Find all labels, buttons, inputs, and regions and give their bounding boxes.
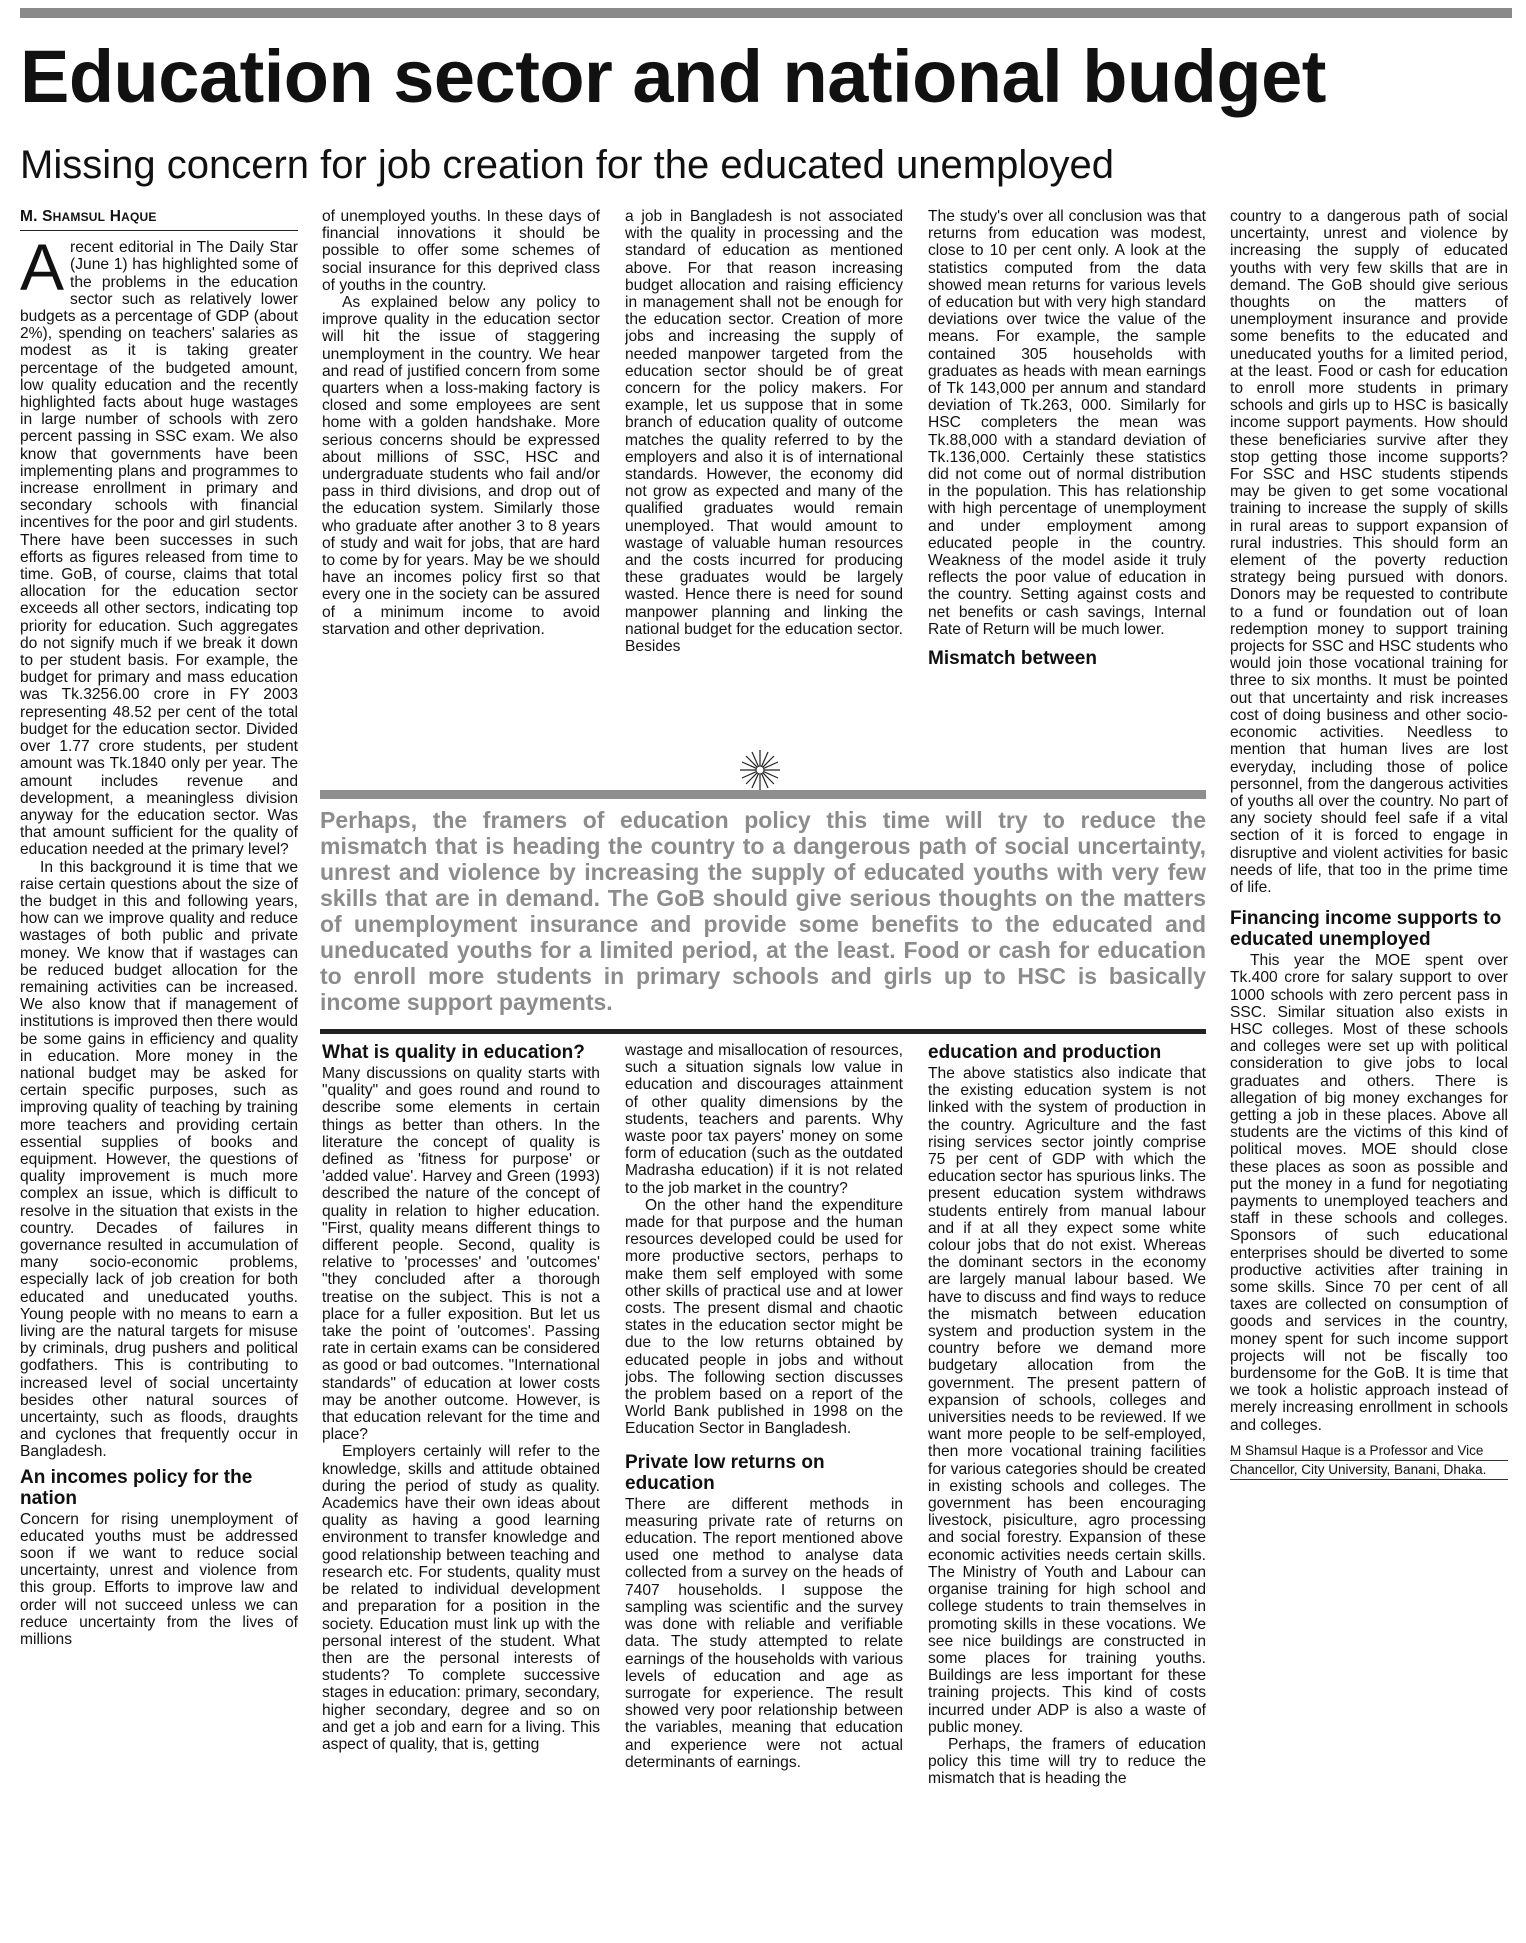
star-ornament-icon	[738, 748, 782, 792]
col2-paragraph-1: of unemployed youths. In these days of financial innovations it should be possible to offer some schemes of social insurance for this deprived class of youths in the country.	[322, 208, 600, 294]
col2-paragraph-4: Employers certainly will refer to the knowledge, skills and attitude obtained during the period of study as quality. Academics have their own ideas about quality as having a good learning environment to transfer knowledge and good relationship between teaching and research etc. For students, quality must be related to individual development and preparation for a position in the society. Education must link up with the personal interest of the student. What then are the personal interests of students? To complete successive stages in education: primary, secondary, higher secondary, degree and so on and get a job and earn for a living. This aspect of quality, that is, getting	[322, 1443, 600, 1753]
column-3-bottom	[625, 1042, 903, 1938]
column-2-top	[322, 208, 600, 748]
pull-quote-text: Perhaps, the framers of education policy this time will try to reduce the mismatch that is heading the country to a dangerous path of social uncertainty, unrest and violence by increasing the supply of educated youths with very few skills that are in demand. The GoB should give serious thoughts on the matters of unemployment insurance and provide some benefits to the educated and uneducated youths for a limited period, at the least. Food or cash for education to enroll more students in primary schools and girls up to HSC is basically income support payments.	[320, 807, 1206, 1015]
section-heading-private-returns: Private low returns on education	[625, 1451, 825, 1494]
col3-paragraph-3: On the other hand the expenditure made for that purpose and the human resources developed could be used for more productive sectors, perhaps to make them self employed with some other skills of practical use and at lower costs. The present dismal and chaotic states in the education sector might be due to the low returns obtained by educated people in jobs and without jobs. The following section discusses the problem based on a report of the World Bank published in 1998 on the Education Sector in Bangladesh.	[625, 1196, 903, 1438]
col1-paragraph-1: Arecent editorial in The Daily Star (June 1) has highlighted some of the problems in the education sector such as relatively lower budgets as a percentage of GDP (about 2%), spending on teachers' salaries as modest as it is taking greater percentage of the budgeted amount, low quality education and the recently highlighted facts about huge wastages in large number of schools with zero percent passing in SSC exam. We also know that governments have been implementing plans and programmes to increase enrollment in primary and secondary schools with financial incentives for the poor and girl students. There have been successes in such efforts as figures released from time to time. GoB, of course, claims that total allocation for the education sector exceeds all other sectors, indicating top priority for education. Such aggregates do not signify much if we break it down to per student basis. For example, the budget for primary and mass education was Tk.3256.00 crore in FY 2003 representing 48.52 per cent of the total budget for the education sector. Divided over 1.77 crore students, per student amount was Tk.1840 only per year. The amount includes revenue and development, a meaningless division anyway for the education sector. Was that amount sufficient for the quality of education needed at the primary level?	[20, 230, 298, 859]
col1-paragraph-3: Concern for rising unemployment of educated youths must be addressed soon if we want to reduce social uncertainty, unrest and violence from this group. Efforts to improve law and order will not succeed unless we can reduce uncertainty from the lives of millions	[20, 1510, 298, 1649]
column-4-bottom	[928, 1042, 1206, 1938]
column-1	[20, 208, 298, 1938]
pull-quote	[320, 790, 1206, 1034]
section-heading-mismatch: Mismatch between	[928, 648, 1097, 670]
section-heading-financing: Financing income supports to educated unemployed	[1230, 908, 1502, 951]
col3-paragraph-1: a job in Bangladesh is not associated with the quality in processing and the standard of education as mentioned above. For that reason increasing budget allocation and raising efficiency in management shall not be enough for the education sector. Creation of more jobs and increasing the supply of needed manpower targeted from the education sector should be of great concern for the policy makers. For example, let us suppose that in some branch of education quality of outcome matches the quality referred to by the employers and also it is of international standards. However, the economy did not grow as expected and many of the qualified graduates would remain unemployed. That would amount to wastage of valuable human resources and the costs incurred for producing these graduates would be largely wasted. Hence there is need for sound manpower planning and linking the national budget for the education sector. Besides	[625, 208, 903, 656]
subheadline: Missing concern for job creation for the educated unemployed	[20, 143, 1114, 187]
col2-paragraph-2: As explained below any policy to improve quality in the education sector will hit the issue of staggering unemployment in the country. We hear and read of justified concern from some quarters when a loss-making factory is closed and some employees are sent home with a golden handshake. More serious concerns should be expressed about millions of SSC, HSC and undergraduate students who fail and/or pass in third divisions, and drop out of the education system. Similarly those who graduate after another 3 to 8 years of study and wait for jobs, that are hard to come by for years. May be we should have an incomes policy first so that every one in the society can be assured of a minimum income to avoid starvation and other deprivation.	[322, 294, 600, 638]
col1-paragraph-2: In this background it is time that we raise certain questions about the size of the budget in this and following years, how can we improve quality and reduce wastages of both public and private money. We know that if wastages can be reduced budget allocation for the remaining activities can be increased. We also know that if management of institutions is improved then there would be some gains in efficiency and quality in education. More money in the national budget may be asked for certain specific purposes, such as improving quality of teaching by training more teachers and providing certain essential supplies of books and equipment. However, the questions of quality improvement is much more complex an issue, which is difficult to resolve in the situation that exists in the country. Decades of failures in governance resulted in accumulation of many socio-economic problems, especially lack of job creation for both educated and uneducated youths. Young people with no means to earn a living are the natural targets for misuse by criminals, drug pushers and political godfathers. This is contributing to increased level of social uncertainty besides other natural sources of uncertainty, such as floods, draughts and cyclones that frequently occur in Bangladesh.	[20, 858, 298, 1461]
section-heading-incomes-policy: An incomes policy for the nation	[20, 1466, 253, 1509]
author-bio-line-2: Chancellor, City University, Banani, Dhaka.	[1230, 1461, 1508, 1480]
col4-paragraph-2: The above statistics also indicate that the existing education system is not linked with the system of production in the country. Agriculture and the fast rising services sector jointly comprise 75 per cent of GDP with which the education sector has spurious links. The present education system withdraws students entirely from manual labour and if at all they expect some white colour jobs that do not exist. Whereas the dominant sectors in the economy are largely manual labour based. We have to discuss and find ways to reduce the mismatch between education system and production system in the country before we demand more budgetary allocation from the government. The present pattern of expansion of schools, colleges and universities needs to be reviewed. If we want more people to be self-employed, then more vocational training facilities for various categories should be created in existing schools and colleges. The government has been encouraging livestock, pisiculture, agro processing and social forestry. Expansion of these economic activities needs certain skills. The Ministry of Youth and Labour can organise training for high school and college students to train themselves in promoting skills in these vocations. We see nice buildings are constructed in some places for training youths. Buildings are less important for these training projects. This kind of costs incurred under ADP is also a waste of public money.	[928, 1065, 1206, 1736]
author-bio	[1230, 1442, 1508, 1480]
author-bio-line-1: M Shamsul Haque is a Professor and Vice	[1230, 1442, 1508, 1461]
section-heading-quality: What is quality in education?	[322, 1042, 585, 1063]
headline: Education sector and national budget	[20, 35, 1326, 118]
column-3-top	[625, 208, 903, 748]
top-rule	[20, 8, 1512, 18]
col3-paragraph-4: There are different methods in measuring private rate of returns on education. The report mentioned above used one method to analyse data collected from a survey on the heads of 7407 households. I suppose the sampling was scientific and the survey was done with reliable and verifiable data. The study attempted to relate earnings of the households with various levels of education and age as surrogate for experience. The result showed very poor relationship between the variables, meaning that education and experience were not actual determinants of earnings.	[625, 1495, 903, 1771]
byline: M. SHAMSUL HAQUE	[20, 208, 298, 231]
col4-paragraph-1: The study's over all conclusion was that returns from education was modest, close to 10 per cent only. A look at the statistics computed from the data showed mean returns for various levels of education but with very high standard deviations over twice the value of the means. For example, the sample contained 305 households with graduates as heads with mean earnings of Tk 143,000 per annum and standard deviation of Tk.263, 000. Similarly for HSC completers the mean was Tk.88,000 with a standard deviation of Tk.136,000. Certainly these statistics did not come out of normal distribution in the population. This has relationship with high percentage of unemployment and under employment among educated people in the country. Weakness of the model aside it truly reflects the poor value of education in the country. Setting against costs and net benefits or cash savings, Internal Rate of Return will be much lower.	[928, 208, 1206, 638]
col3-paragraph-2: wastage and misallocation of resources, such a situation signals low value in education and discourages attainment of other quality dimensions by the students, teachers and parents. Why waste poor tax payers' money on some form of education (such as the outdated Madrasha education) if it is not related to the job market in the country?	[625, 1042, 903, 1197]
column-2-bottom	[322, 1042, 600, 1938]
section-heading-education-production: education and production	[928, 1042, 1162, 1063]
col5-paragraph-1: country to a dangerous path of social uncertainty, unrest and violence by increasing the supply of educated youths with very few skills that are in demand. The GoB should give serious thoughts on the matters of unemployment insurance and provide some benefits to the educated and uneducated youths for a limited period, at the least. Food or cash for education to enroll more students in primary schools and girls up to HSC is basically income support payments. How should these beneficiaries survive after they stop getting those income supports? For SSC and HSC students stipends may be given to get some vocational training to increase the supply of skills in rural areas to support expansion of rural industries. This should form an element of the poverty reduction strategy being pursued with donors. Donors may be requested to contribute to a fund or foundation out of loan redemption money to support training projects for SSC and HSC students who would join those vocational training for three to six months. It must be pointed out that uncertainty and risk increases cost of doing business and other socio-economic activities. Needless to mention that human lives are lost everyday, including those of police personnel, from the dangerous activities of youths all over the country. No part of any society should feel safe if a vital section of it is forced to engage in disruptive and violent activities for basic needs of life, that too in the prime time of life.	[1230, 208, 1508, 896]
col5-paragraph-2: This year the MOE spent over Tk.400 crore for salary support to over 1000 schools with zero percent pass in SSC. Similar situation also exists in HSC colleges. Most of these schools and colleges were set up with political consideration to give jobs to local graduates and others. There is allegation of big money exchanges for getting a job in these places. Above all students are the victims of this kind of political moves. MOE should close these places as soon as possible and put the money in a fund for negotiating payments to unemployed teachers and staff in these schools and colleges. Sponsors of such educational enterprises should be diverted to some productive activities after training in some skills. Since 70 per cent of all taxes are collected on consumption of goods and services in the country, money spent for such income support projects will not be fiscally too burdensome for the GoB. It is time that we took a holistic approach instead of merely increasing enrollment in schools and colleges.	[1230, 952, 1508, 1434]
col4-paragraph-3: Perhaps, the framers of education policy this time will try to reduce the mismatch that is heading the	[928, 1735, 1206, 1788]
drop-cap: A	[20, 230, 65, 305]
col2-paragraph-3: Many discussions on quality starts with "quality" and goes round and round to describe some elements in certain things as better than others. In the literature the concept of quality is defined as 'fitness for purpose' or 'added value'. Harvey and Green (1993) described the nature of the concept of quality in relation to higher education. "First, quality means different things to different people. Second, quality is relative to 'processes' and 'outcomes' "they concluded after a thorough treatise on the subject. This is not a place for a fuller exposition. But let us take the point of 'outcomes'. Passing rate in certain exams can be considered as good or bad outcomes. "International standards" of education at lower costs may be another outcome. However, is that education relevant for the time and place?	[322, 1065, 600, 1444]
column-4-top	[928, 208, 1206, 768]
column-5	[1230, 208, 1508, 1938]
